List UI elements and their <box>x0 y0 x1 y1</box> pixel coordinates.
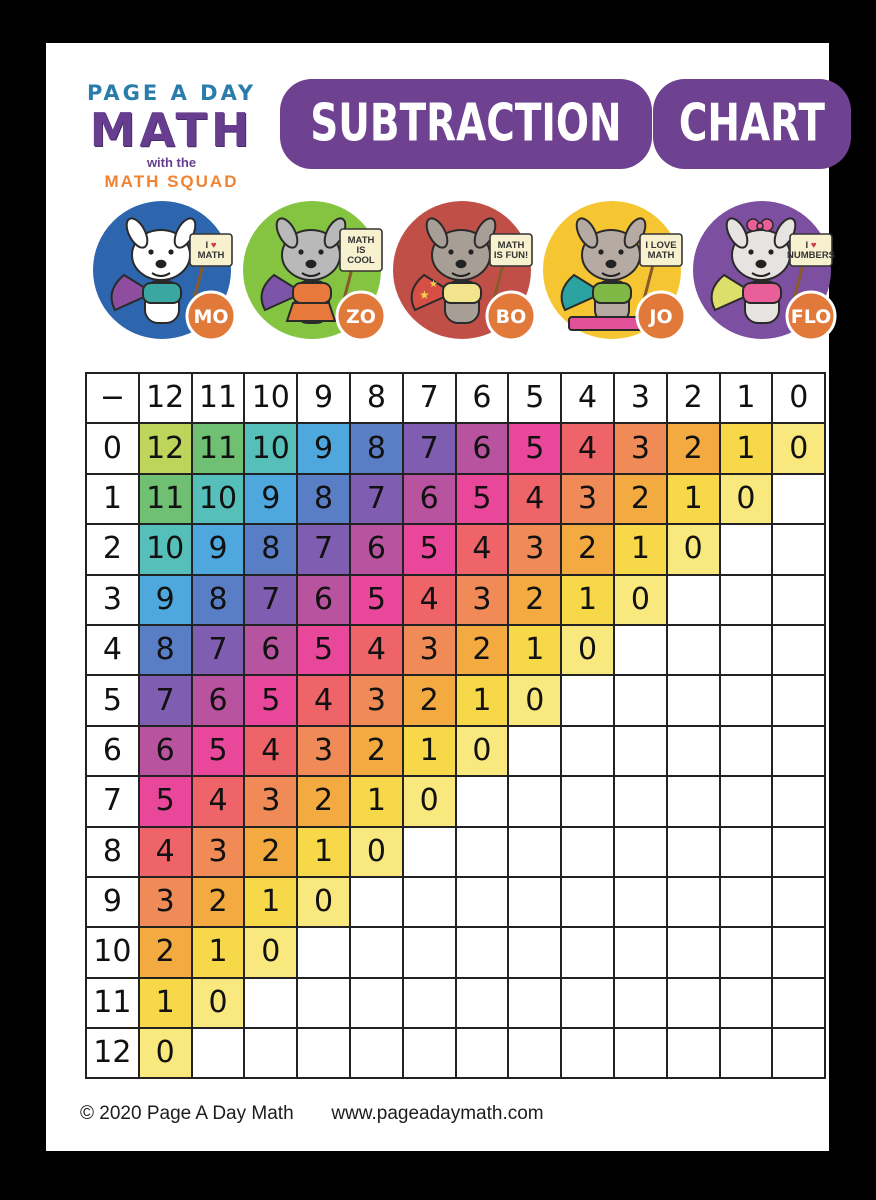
character-jo <box>541 195 691 345</box>
empty-cell <box>667 827 720 877</box>
empty-cell <box>350 1028 403 1078</box>
sign-text-line: I LOVE <box>645 240 677 251</box>
minuend-header-cell: 4 <box>561 373 614 423</box>
subtrahend-label-cell: 10 <box>86 927 139 977</box>
empty-cell <box>720 978 773 1028</box>
empty-cell <box>403 1028 456 1078</box>
difference-cell: 3 <box>561 474 614 524</box>
dog-shirt <box>143 283 181 303</box>
empty-cell <box>772 575 825 625</box>
difference-cell: 7 <box>139 675 192 725</box>
subtrahend-label-cell: 2 <box>86 524 139 574</box>
table-row <box>86 524 825 574</box>
dog-shirt <box>743 283 781 303</box>
empty-cell <box>772 776 825 826</box>
difference-cell: 6 <box>192 675 245 725</box>
empty-cell <box>614 726 667 776</box>
sign-text-line: COOL <box>347 255 375 266</box>
difference-cell: 2 <box>350 726 403 776</box>
minuend-header-cell: 5 <box>508 373 561 423</box>
empty-cell <box>403 877 456 927</box>
difference-cell: 0 <box>772 423 825 473</box>
difference-cell: 0 <box>508 675 561 725</box>
dog-shirt <box>443 283 481 303</box>
table-row <box>86 675 825 725</box>
empty-cell <box>244 978 297 1028</box>
difference-cell: 10 <box>139 524 192 574</box>
difference-cell: 0 <box>561 625 614 675</box>
empty-cell <box>772 827 825 877</box>
difference-cell: 2 <box>667 423 720 473</box>
sign-text-line: MATH <box>497 240 525 251</box>
dog-nose <box>756 260 767 268</box>
cape-stars: ★ <box>419 288 430 302</box>
table-row <box>86 877 825 927</box>
difference-cell: 8 <box>350 423 403 473</box>
difference-cell: 0 <box>350 827 403 877</box>
character-flo <box>691 195 841 345</box>
empty-cell <box>561 877 614 927</box>
character-name: FLO <box>790 306 832 328</box>
difference-cell: 4 <box>297 675 350 725</box>
table-row <box>86 575 825 625</box>
dog-eye-left <box>748 249 753 254</box>
page-footer <box>46 1103 829 1127</box>
empty-cell <box>508 978 561 1028</box>
empty-cell <box>667 927 720 977</box>
sign-text-line: I ♥ <box>205 240 217 251</box>
difference-cell: 1 <box>139 978 192 1028</box>
difference-cell: 5 <box>350 575 403 625</box>
empty-cell <box>720 726 773 776</box>
dog-eye-left <box>148 249 153 254</box>
empty-cell <box>456 1028 509 1078</box>
difference-cell: 2 <box>508 575 561 625</box>
difference-cell: 1 <box>456 675 509 725</box>
empty-cell <box>508 1028 561 1078</box>
logo-math: MATH <box>89 103 254 157</box>
difference-cell: 7 <box>244 575 297 625</box>
difference-cell: 12 <box>139 423 192 473</box>
sign-text-line: MATH <box>347 235 375 246</box>
difference-cell: 3 <box>139 877 192 927</box>
dog-shirt <box>593 283 631 303</box>
minuend-header-cell: 8 <box>350 373 403 423</box>
difference-cell: 9 <box>297 423 350 473</box>
empty-cell <box>720 776 773 826</box>
character-zo <box>241 195 391 345</box>
empty-cell <box>456 927 509 977</box>
empty-cell <box>720 675 773 725</box>
difference-cell: 5 <box>456 474 509 524</box>
character-flo-illustration <box>691 195 841 345</box>
empty-cell <box>561 978 614 1028</box>
difference-cell: 2 <box>244 827 297 877</box>
empty-cell <box>456 978 509 1028</box>
worksheet-page <box>46 43 836 1151</box>
dog-eye-left <box>448 249 453 254</box>
subtrahend-label-cell: 1 <box>86 474 139 524</box>
character-name: ZO <box>346 306 376 328</box>
difference-cell: 0 <box>244 927 297 977</box>
difference-cell: 6 <box>350 524 403 574</box>
table-row <box>86 776 825 826</box>
empty-cell <box>192 1028 245 1078</box>
subtrahend-label-cell: 4 <box>86 625 139 675</box>
subtrahend-label-cell: 3 <box>86 575 139 625</box>
sign-text-line: MATH <box>197 250 225 261</box>
difference-cell: 3 <box>403 625 456 675</box>
empty-cell <box>403 827 456 877</box>
empty-cell <box>456 776 509 826</box>
sign-text-line: IS FUN! <box>493 250 529 261</box>
empty-cell <box>297 978 350 1028</box>
empty-cell <box>772 474 825 524</box>
difference-cell: 4 <box>244 726 297 776</box>
cape-star: ★ <box>429 279 438 290</box>
empty-cell <box>614 675 667 725</box>
empty-cell <box>772 927 825 977</box>
minuend-header-cell: 10 <box>244 373 297 423</box>
difference-cell: 9 <box>139 575 192 625</box>
empty-cell <box>772 524 825 574</box>
minuend-header-cell: 11 <box>192 373 245 423</box>
difference-cell: 4 <box>456 524 509 574</box>
difference-cell: 2 <box>561 524 614 574</box>
difference-cell: 8 <box>139 625 192 675</box>
difference-cell: 1 <box>614 524 667 574</box>
difference-cell: 6 <box>456 423 509 473</box>
subtrahend-label-cell: 8 <box>86 827 139 877</box>
difference-cell: 0 <box>192 978 245 1028</box>
empty-cell <box>720 625 773 675</box>
empty-cell <box>667 575 720 625</box>
empty-cell <box>561 675 614 725</box>
dog-eye-right <box>618 249 623 254</box>
difference-cell: 4 <box>403 575 456 625</box>
difference-cell: 1 <box>508 625 561 675</box>
empty-cell <box>772 675 825 725</box>
difference-cell: 0 <box>667 524 720 574</box>
logo-math-squad: MATH SQUAD <box>104 172 239 191</box>
difference-cell: 4 <box>192 776 245 826</box>
empty-cell <box>720 575 773 625</box>
difference-cell: 3 <box>244 776 297 826</box>
minuend-header-cell: 9 <box>297 373 350 423</box>
page-a-day-math-logo <box>74 81 269 192</box>
difference-cell: 2 <box>192 877 245 927</box>
empty-cell <box>667 877 720 927</box>
difference-cell: 1 <box>192 927 245 977</box>
table-row <box>86 1028 825 1078</box>
difference-cell: 0 <box>139 1028 192 1078</box>
skirt <box>287 303 335 321</box>
empty-cell <box>772 978 825 1028</box>
empty-cell <box>720 1028 773 1078</box>
title-word-subtraction: SUBTRACTION <box>284 83 648 165</box>
logo-with-the: with the <box>146 155 197 170</box>
difference-cell: 3 <box>456 575 509 625</box>
difference-cell: 5 <box>403 524 456 574</box>
difference-cell: 3 <box>192 827 245 877</box>
difference-cell: 9 <box>244 474 297 524</box>
difference-cell: 5 <box>139 776 192 826</box>
empty-cell <box>667 675 720 725</box>
character-bo-illustration <box>391 195 541 345</box>
character-jo-illustration <box>541 195 691 345</box>
table-row <box>86 726 825 776</box>
empty-cell <box>350 877 403 927</box>
dog-eye-left <box>598 249 603 254</box>
empty-cell <box>772 726 825 776</box>
difference-cell: 2 <box>139 927 192 977</box>
difference-cell: 5 <box>244 675 297 725</box>
difference-cell: 0 <box>456 726 509 776</box>
empty-cell <box>720 524 773 574</box>
empty-cell <box>614 1028 667 1078</box>
minuend-header-cell: 6 <box>456 373 509 423</box>
difference-cell: 11 <box>139 474 192 524</box>
subtrahend-label-cell: 6 <box>86 726 139 776</box>
empty-cell <box>508 776 561 826</box>
empty-cell <box>244 1028 297 1078</box>
empty-cell <box>456 877 509 927</box>
difference-cell: 8 <box>297 474 350 524</box>
title-word-chart: CHART <box>657 83 847 165</box>
subtrahend-label-cell: 9 <box>86 877 139 927</box>
dog-nose <box>456 260 467 268</box>
difference-cell: 6 <box>297 575 350 625</box>
copyright-text: © 2020 Page A Day Math <box>80 1103 294 1124</box>
website-text: www.pageadaymath.com <box>331 1103 544 1124</box>
character-bo <box>391 195 541 345</box>
empty-cell <box>667 1028 720 1078</box>
table-header-row <box>86 373 825 423</box>
difference-cell: 5 <box>192 726 245 776</box>
character-name: MO <box>193 306 229 328</box>
subtrahend-label-cell: 11 <box>86 978 139 1028</box>
difference-cell: 6 <box>244 625 297 675</box>
empty-cell <box>561 726 614 776</box>
character-name: BO <box>495 306 527 328</box>
empty-cell <box>667 978 720 1028</box>
empty-cell <box>508 927 561 977</box>
table-row <box>86 978 825 1028</box>
difference-cell: 10 <box>192 474 245 524</box>
subtrahend-label-cell: 0 <box>86 423 139 473</box>
difference-cell: 1 <box>297 827 350 877</box>
character-name: JO <box>649 306 673 328</box>
minuend-header-cell: 7 <box>403 373 456 423</box>
empty-cell <box>561 1028 614 1078</box>
difference-cell: 4 <box>350 625 403 675</box>
difference-cell: 6 <box>403 474 456 524</box>
difference-cell: 3 <box>297 726 350 776</box>
dog-nose <box>606 260 617 268</box>
difference-cell: 10 <box>244 423 297 473</box>
sign-text-line: NUMBERS <box>786 250 836 261</box>
difference-cell: 11 <box>192 423 245 473</box>
page-title <box>284 83 825 165</box>
difference-cell: 3 <box>350 675 403 725</box>
table-row <box>86 827 825 877</box>
difference-cell: 3 <box>614 423 667 473</box>
empty-cell <box>350 927 403 977</box>
difference-cell: 1 <box>350 776 403 826</box>
difference-cell: 1 <box>667 474 720 524</box>
difference-cell: 2 <box>614 474 667 524</box>
difference-cell: 0 <box>297 877 350 927</box>
dog-nose <box>306 260 317 268</box>
empty-cell <box>614 776 667 826</box>
empty-cell <box>667 726 720 776</box>
character-mo-illustration <box>91 195 241 345</box>
minus-operator-cell: − <box>86 373 139 423</box>
dog-shirt <box>293 283 331 303</box>
dog-eye-right <box>318 249 323 254</box>
subtrahend-label-cell: 7 <box>86 776 139 826</box>
empty-cell <box>772 877 825 927</box>
empty-cell <box>508 827 561 877</box>
empty-cell <box>720 927 773 977</box>
difference-cell: 1 <box>403 726 456 776</box>
difference-cell: 7 <box>403 423 456 473</box>
minuend-header-cell: 1 <box>720 373 773 423</box>
empty-cell <box>667 776 720 826</box>
minuend-header-cell: 12 <box>139 373 192 423</box>
difference-cell: 0 <box>614 575 667 625</box>
difference-cell: 1 <box>720 423 773 473</box>
empty-cell <box>561 827 614 877</box>
empty-cell <box>561 927 614 977</box>
dog-nose <box>156 260 167 268</box>
empty-cell <box>614 625 667 675</box>
empty-cell <box>720 827 773 877</box>
difference-cell: 7 <box>297 524 350 574</box>
empty-cell <box>297 927 350 977</box>
character-mo <box>91 195 241 345</box>
table-row <box>86 474 825 524</box>
empty-cell <box>403 927 456 977</box>
difference-cell: 4 <box>139 827 192 877</box>
character-zo-illustration <box>241 195 391 345</box>
difference-cell: 8 <box>192 575 245 625</box>
difference-cell: 6 <box>139 726 192 776</box>
difference-cell: 2 <box>403 675 456 725</box>
dog-eye-right <box>768 249 773 254</box>
difference-cell: 2 <box>456 625 509 675</box>
logo-page-a-day: PAGE A DAY <box>86 81 257 105</box>
empty-cell <box>667 625 720 675</box>
difference-cell: 5 <box>508 423 561 473</box>
minuend-header-cell: 0 <box>772 373 825 423</box>
empty-cell <box>772 625 825 675</box>
difference-cell: 3 <box>508 524 561 574</box>
table-row <box>86 625 825 675</box>
difference-cell: 1 <box>244 877 297 927</box>
subtrahend-label-cell: 12 <box>86 1028 139 1078</box>
characters-row <box>91 195 836 345</box>
sign-text-line: MATH <box>647 250 675 261</box>
dog-eye-left <box>298 249 303 254</box>
difference-cell: 4 <box>508 474 561 524</box>
empty-cell <box>614 827 667 877</box>
empty-cell <box>614 877 667 927</box>
difference-cell: 2 <box>297 776 350 826</box>
difference-cell: 4 <box>561 423 614 473</box>
dog-eye-right <box>468 249 473 254</box>
difference-cell: 8 <box>244 524 297 574</box>
subtraction-table-wrap <box>85 372 826 1079</box>
empty-cell <box>614 978 667 1028</box>
difference-cell: 0 <box>720 474 773 524</box>
empty-cell <box>508 877 561 927</box>
minuend-header-cell: 2 <box>667 373 720 423</box>
difference-cell: 0 <box>403 776 456 826</box>
minuend-header-cell: 3 <box>614 373 667 423</box>
sign-text-line: I ♥ <box>805 240 817 251</box>
empty-cell <box>350 978 403 1028</box>
dog-eye-right <box>168 249 173 254</box>
empty-cell <box>297 1028 350 1078</box>
difference-cell: 5 <box>297 625 350 675</box>
empty-cell <box>772 1028 825 1078</box>
empty-cell <box>456 827 509 877</box>
empty-cell <box>720 877 773 927</box>
table-row <box>86 423 825 473</box>
subtraction-table <box>85 372 826 1079</box>
subtrahend-label-cell: 5 <box>86 675 139 725</box>
empty-cell <box>561 776 614 826</box>
empty-cell <box>508 726 561 776</box>
sign-text-line: IS <box>356 245 366 256</box>
difference-cell: 7 <box>350 474 403 524</box>
table-row <box>86 927 825 977</box>
difference-cell: 7 <box>192 625 245 675</box>
empty-cell <box>614 927 667 977</box>
difference-cell: 9 <box>192 524 245 574</box>
difference-cell: 1 <box>561 575 614 625</box>
empty-cell <box>403 978 456 1028</box>
